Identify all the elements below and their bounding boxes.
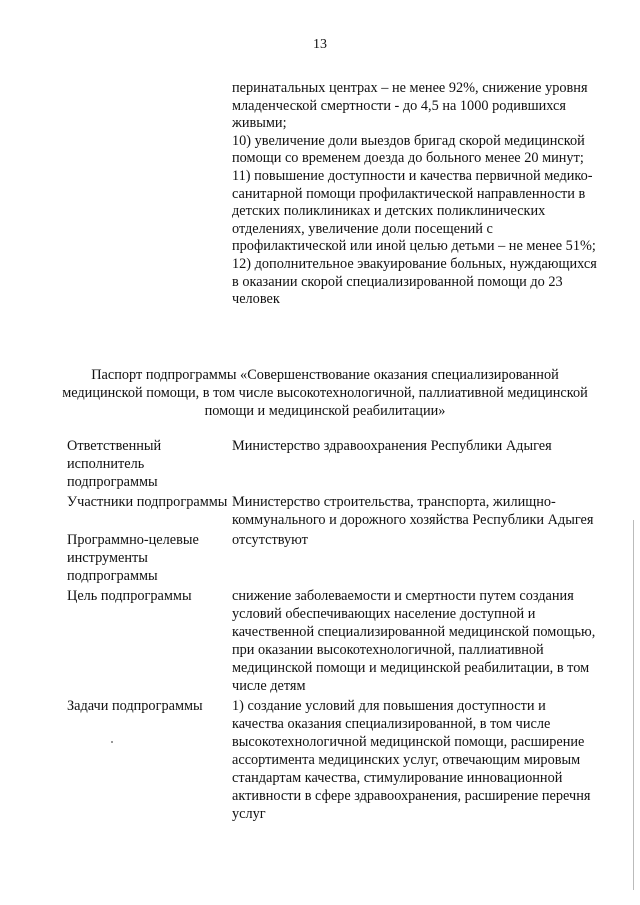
- goal-item: 11) повышение доступности и качества первичной медико-санитарной помощи профилактической направленности в детских поликлиниках и детских поликлинических отделениях, увеличение доли посещений с профилактической или иной целью детьми – не менее 51%;: [232, 167, 596, 255]
- passport-label: Цель подпрограммы: [67, 588, 192, 604]
- passport-row-instruments: [67, 531, 597, 585]
- goals-continuation: [232, 80, 602, 309]
- passport-label: Программно-целевые инструменты подпрограммы: [67, 532, 199, 584]
- passport-row-tasks: [67, 697, 597, 823]
- passport-row-goal: [67, 587, 597, 695]
- goal-item: 10) увеличение доли выездов бригад скорой медицинской помощи со временем доезда до больного менее 20 минут;: [232, 132, 585, 167]
- page-number: 13: [313, 37, 327, 52]
- passport-value: снижение заболеваемости и смертности путем создания условий обеспечивающих население доступной и качественной специализированной медицинской помощью, при оказании высокотехнологичной, паллиативной медицинской помощи и медицинской реабилитации, в том числе детям: [232, 588, 596, 694]
- scan-speck: [111, 741, 113, 743]
- passport-value: Министерство здравоохранения Республики Адыгея: [232, 438, 552, 454]
- scan-edge-line: [633, 520, 634, 890]
- passport-value: Министерство строительства, транспорта, жилищно-коммунального и дорожного хозяйства Республики Адыгея: [232, 494, 594, 528]
- goal-item: 12) дополнительное эвакуирование больных, нуждающихся в оказании скорой специализированной помощи до 23 человек: [232, 255, 597, 308]
- passport-label: Ответственный исполнитель подпрограммы: [67, 438, 162, 490]
- passport-value: 1) создание условий для повышения доступности и качества оказания специализированной, в том числе высокотехнологичной медицинской помощи, расширение ассортимента медицинских услуг, отвечающим мировым стандартам качества, стимулирование инновационной активности в сфере здравоохранения, расширение перечня услуг: [232, 698, 591, 822]
- passport-row-responsible: [67, 437, 597, 491]
- passport-row-participants: [67, 493, 597, 529]
- subprogram-passport: [67, 437, 597, 825]
- section-title: Паспорт подпрограммы «Совершенствование оказания специализированной медицинской помощи, в том числе высокотехнологичной, паллиативной медицинской помощи и медицинской реабилитации»: [62, 367, 588, 419]
- passport-label: Задачи подпрограммы: [67, 698, 203, 714]
- passport-label: Участники подпрограммы: [67, 494, 228, 510]
- passport-value: отсутствуют: [232, 532, 308, 548]
- goal-item: перинатальных центрах – не менее 92%, снижение уровня младенческой смертности - до 4,5 на 1000 родившихся живыми;: [232, 80, 588, 132]
